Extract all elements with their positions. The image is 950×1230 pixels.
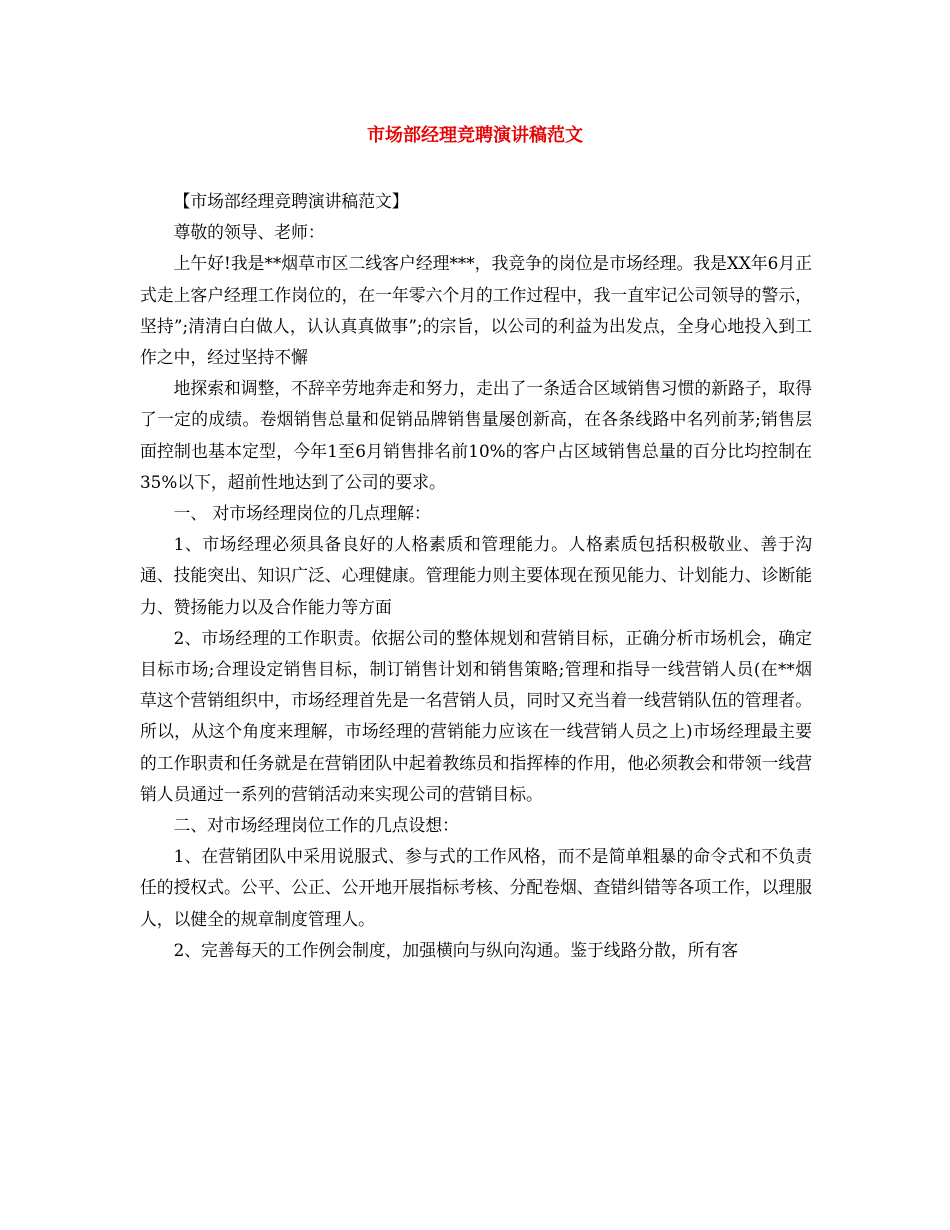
section-heading-understanding: 一、 对市场经理岗位的几点理解： [173,503,431,524]
paragraph-intro: 上午好!我是**烟草市区二线客户经理***，我竞争的岗位是市场经理。我是XX年6月正式走上客户经理工作岗位的，在一年零六个月的工作过程中，我一直牢记公司领导的警示，坚持”;清清白白做人，认认真真做事”;的宗旨，以公司的利益为出发点，全身心地投入到工作之中，经过坚持不懈 [140,253,812,368]
paragraph-achievements: 地探索和调整，不辞辛劳地奔走和努力，走出了一条适合区域销售习惯的新路子，取得了一定的成绩。卷烟销售总量和促销品牌销售量屡创新高，在各条线路中名列前茅;销售层面控制也基本定型，今年1至6月销售排名前10%的客户占区域销售总量的百分比均控制在35%以下，超前性地达到了公司的要求。 [140,378,812,492]
document-title: 市场部经理竞聘演讲稿范文 [367,125,583,146]
paragraph-plan-meetings: 2、完善每天的工作例会制度，加强横向与纵向沟通。鉴于线路分散，所有客 [173,939,739,960]
paragraph-plan-style: 1、在营销团队中采用说服式、参与式的工作风格，而不是简单粗暴的命令式和不负责任的授权式。公平、公正、公开地开展指标考核、分配卷烟、查错纠错等各项工作，以理服人，以健全的规章制度管理人。 [140,846,812,929]
paragraph-heading: 【市场部经理竞聘演讲稿范文】 [173,191,409,211]
section-heading-plans: 二、对市场经理岗位工作的几点设想： [173,815,459,836]
paragraph-salutation: 尊敬的领导、老师： [173,222,325,243]
document-body [140,186,812,966]
paragraph-qualities: 1、市场经理必须具备良好的人格素质和管理能力。人格素质包括积极敬业、善于沟通、技能突出、知识广泛、心理健康。管理能力则主要体现在预见能力、计划能力、诊断能力、赞扬能力以及合作能力等方面 [140,534,812,617]
paragraph-duties: 2、市场经理的工作职责。依据公司的整体规划和营销目标，正确分析市场机会，确定目标市场;合理设定销售目标，制订销售计划和销售策略;管理和指导一线营销人员(在**烟草这个营销组织中，市场经理首先是一名营销人员，同时又充当着一线营销队伍的管理者。所以，从这个角度来理解，市场经理的营销能力应该在一线营销人员之上)市场经理最主要的工作职责和任务就是在营销团队中起着教练员和指挥棒的作用，他必须教会和带领一线营销人员通过一系列的营销活动来实现公司的营销目标。 [140,627,812,804]
